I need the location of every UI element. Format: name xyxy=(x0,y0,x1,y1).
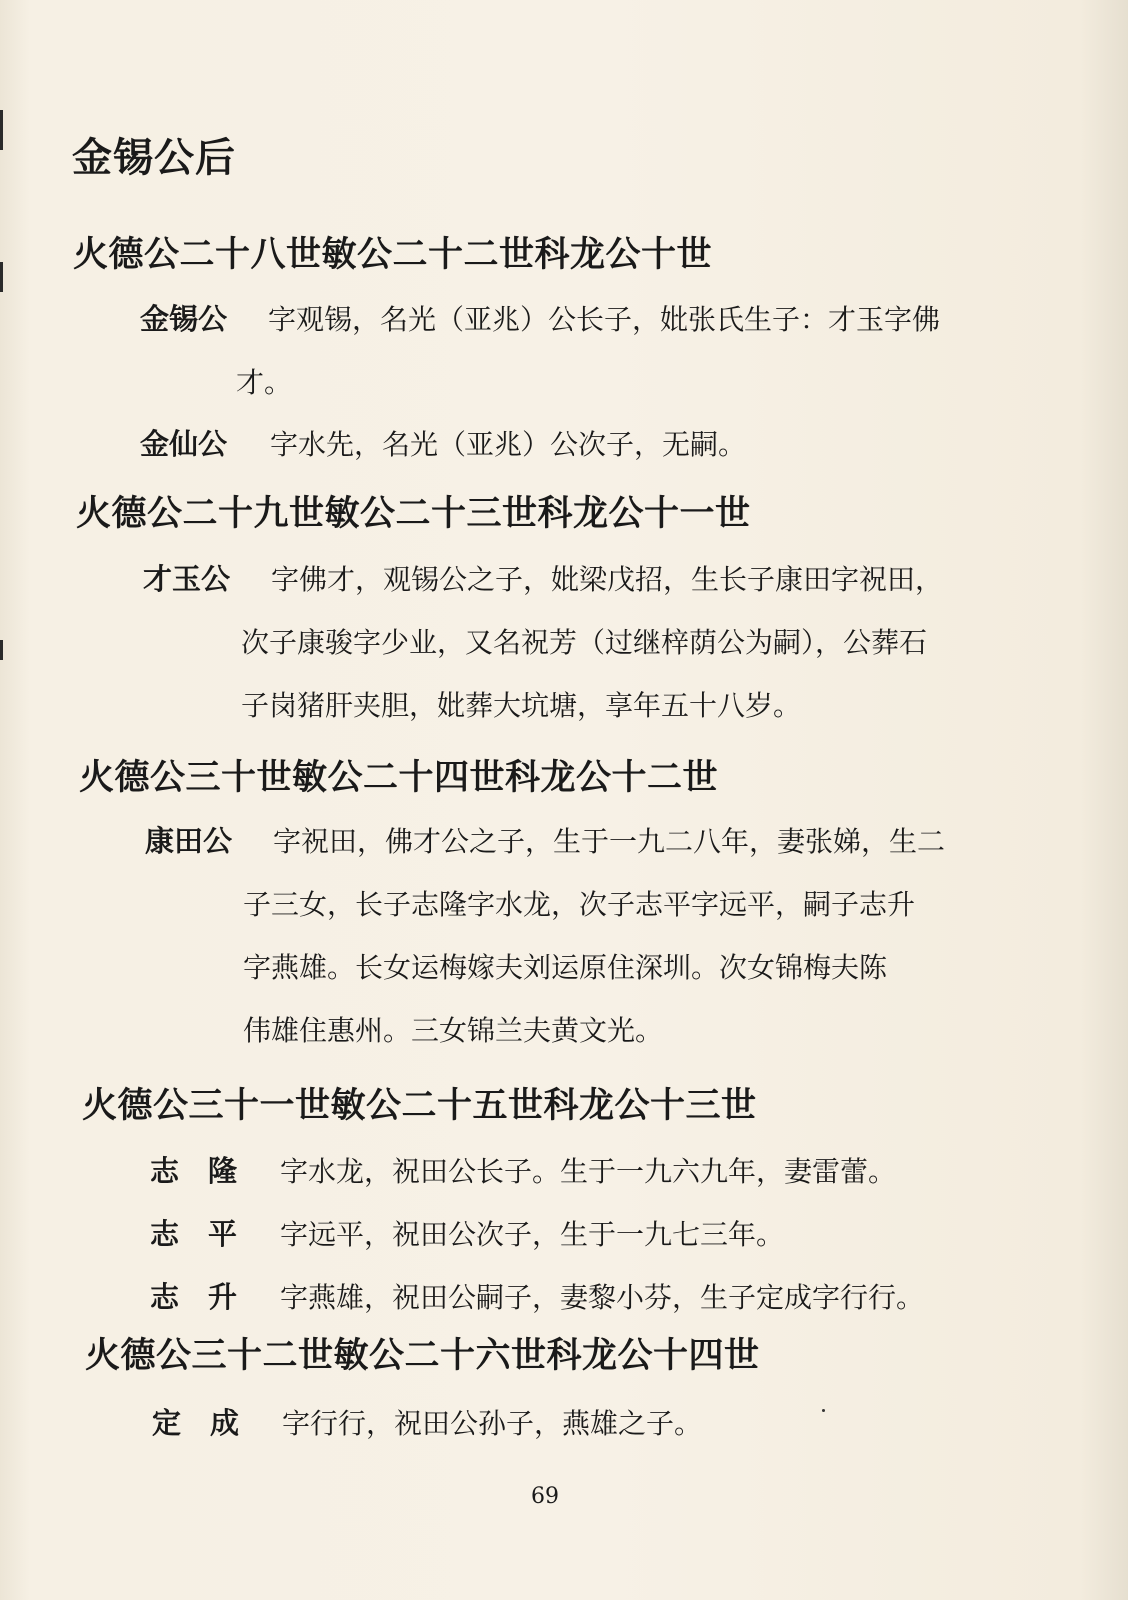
genealogy-entry xyxy=(150,1266,1030,1329)
entry-text-line: 字祝田，佛才公之子，生于一九二八年，妻张娣，生二 xyxy=(273,825,946,858)
entry-name: 志 平 xyxy=(150,1217,238,1251)
genealogy-entry xyxy=(140,288,1020,418)
entry-name: 金锡公 xyxy=(140,302,228,336)
genealogy-entry xyxy=(152,1392,1032,1455)
entry-text-line: 字远平，祝田公次子，生于一九七三年。 xyxy=(280,1218,785,1251)
generation-heading: 火德公二十八世敏公二十二世科龙公十世 xyxy=(73,235,713,275)
entry-text-line: 字行行，祝田公孙子，燕雄之子。 xyxy=(282,1407,703,1440)
entry-text-line: 次子康骏字少业，又名祝芳（过继梓荫公为嗣），公葬石 xyxy=(241,626,928,659)
entry-name: 康田公 xyxy=(145,824,233,858)
genealogy-entry xyxy=(143,548,1023,738)
entry-name: 金仙公 xyxy=(140,427,228,461)
entry-text-line: 字燕雄。长女运梅嫁夫刘运原住深圳。次女锦梅夫陈 xyxy=(243,951,888,984)
stray-dot xyxy=(822,1409,825,1412)
genealogy-entry xyxy=(150,1140,1030,1203)
genealogy-entry xyxy=(145,810,1025,1062)
entry-text-line: 才。 xyxy=(236,366,293,399)
entry-text-line: 字水龙，祝田公长子。生于一九六九年，妻雷蕾。 xyxy=(280,1155,897,1188)
entry-name: 定 成 xyxy=(152,1406,240,1440)
scan-edge-mark xyxy=(0,110,3,150)
entry-text-line: 字观锡，名光（亚兆）公长子，妣张氏生子：才玉字佛 xyxy=(268,303,941,336)
entry-name: 志 升 xyxy=(150,1280,238,1314)
page-number: 69 xyxy=(531,1484,559,1509)
scan-edge-mark xyxy=(0,262,3,292)
section-title: 金锡公后 xyxy=(72,135,236,181)
entry-text-line: 字佛才，观锡公之子，妣梁戊招，生长子康田字祝田， xyxy=(271,563,944,596)
entry-name: 才玉公 xyxy=(143,562,231,596)
generation-heading: 火德公三十世敏公二十四世科龙公十二世 xyxy=(79,758,719,798)
genealogy-entry xyxy=(140,413,1020,476)
generation-heading: 火德公三十二世敏公二十六世科龙公十四世 xyxy=(85,1336,760,1376)
entry-name: 志 隆 xyxy=(150,1154,238,1188)
scan-edge-mark xyxy=(0,640,3,660)
genealogy-entry xyxy=(150,1203,1030,1266)
entry-text-line: 伟雄住惠州。三女锦兰夫黄文光。 xyxy=(243,1014,664,1047)
entry-text-line: 子岗猪肝夹胆，妣葬大坑塘，享年五十八岁。 xyxy=(241,689,802,722)
entry-text-line: 字燕雄，祝田公嗣子，妻黎小芬，生子定成字行行。 xyxy=(280,1281,925,1314)
generation-heading: 火德公二十九世敏公二十三世科龙公十一世 xyxy=(76,494,751,534)
entry-text-line: 子三女，长子志隆字水龙，次子志平字远平，嗣子志升 xyxy=(243,888,916,921)
generation-heading: 火德公三十一世敏公二十五世科龙公十三世 xyxy=(82,1086,757,1126)
entry-text-line: 字水先，名光（亚兆）公次子，无嗣。 xyxy=(270,428,747,461)
